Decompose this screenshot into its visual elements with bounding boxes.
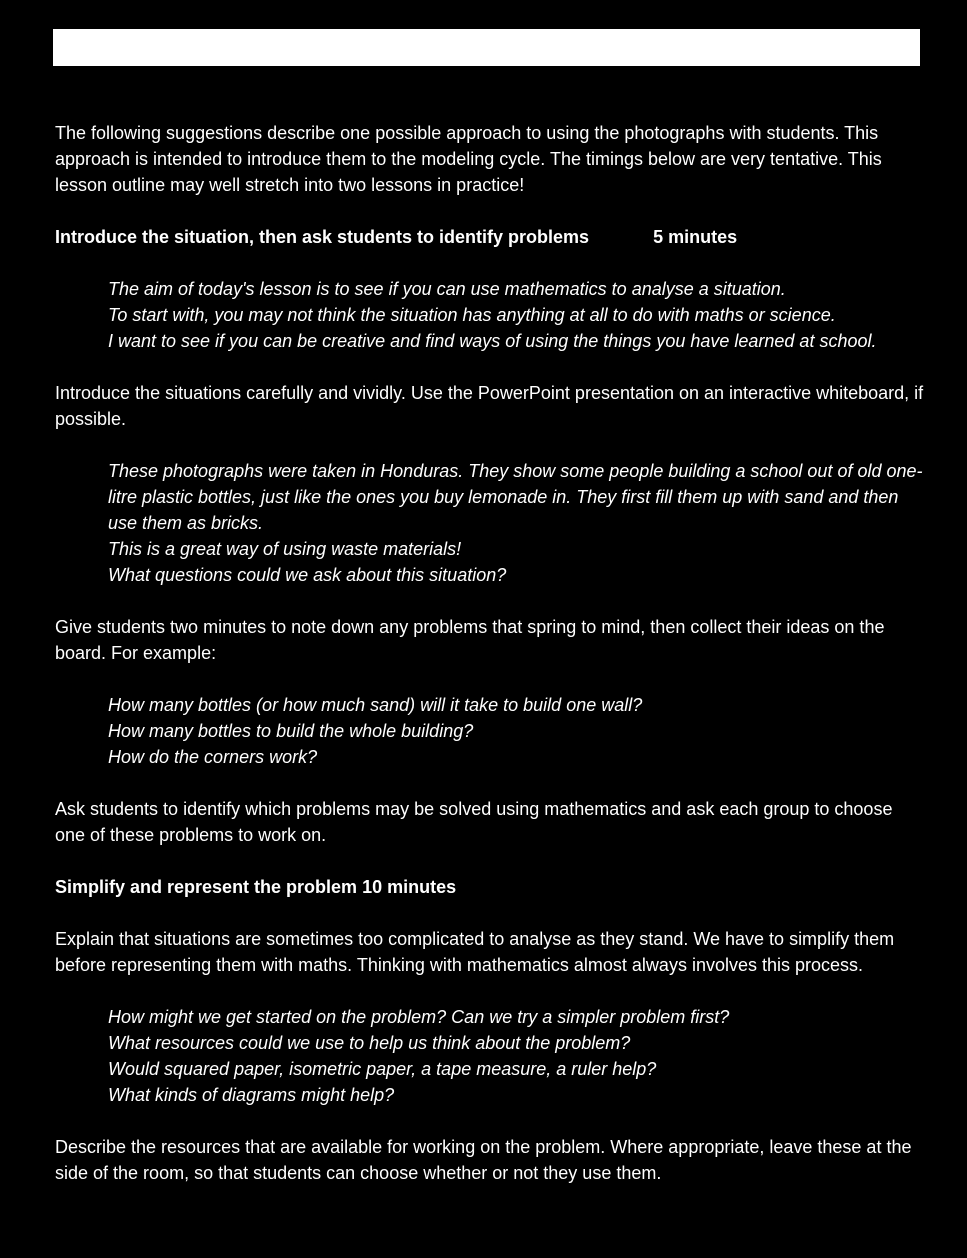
quote-line: How many bottles to build the whole building? xyxy=(108,721,474,741)
teacher-quote-aim xyxy=(108,276,925,354)
quote-line: The aim of today's lesson is to see if you can use mathematics to analyse a situation. xyxy=(108,279,786,299)
section-time: 5 minutes xyxy=(653,227,738,247)
quote-line: What kinds of diagrams might help? xyxy=(108,1085,395,1105)
header-bar xyxy=(53,29,920,66)
quote-line: Would squared paper, isometric paper, a tape measure, a ruler help? xyxy=(108,1059,657,1079)
quote-line: This is a great way of using waste materials! xyxy=(108,539,462,559)
quote-line: What resources could we use to help us think about the problem? xyxy=(108,1033,631,1053)
intro-paragraph: The following suggestions describe one possible approach to using the photographs with students. This approach is intended to introduce them to the modeling cycle. The timings below are very tentative. This lesson outline may well stretch into two lessons in practice! xyxy=(55,123,882,195)
document-body xyxy=(55,120,925,1212)
quote-line: How might we get started on the problem? Can we try a simpler problem first? xyxy=(108,1007,730,1027)
quote-line: How do the corners work? xyxy=(108,747,318,767)
quote-line: These photographs were taken in Honduras. They show some people building a school out of old one-litre plastic bottles, just like the ones you buy lemonade in. They first fill them up with sand and then use them as bricks. xyxy=(108,461,923,533)
section-title: Introduce the situation, then ask students to identify problems xyxy=(55,227,590,247)
quote-line: To start with, you may not think the situation has anything at all to do with maths or science. xyxy=(108,305,836,325)
instruction-paragraph: Introduce the situations carefully and vividly. Use the PowerPoint presentation on an interactive whiteboard, if possible. xyxy=(55,383,924,429)
quote-line: How many bottles (or how much sand) will it take to build one wall? xyxy=(108,695,643,715)
example-questions xyxy=(108,692,925,770)
section-heading-introduce xyxy=(55,224,925,250)
instruction-paragraph: Explain that situations are sometimes too complicated to analyse as they stand. We have to simplify them before representing them with maths. Thinking with mathematics almost always involves this process. xyxy=(55,929,895,975)
instruction-paragraph: Describe the resources that are available for working on the problem. Where appropriate, leave these at the side of the room, so that students can choose whether or not they use them. xyxy=(55,1137,912,1183)
section-heading-simplify xyxy=(55,874,925,900)
section-title: Simplify and represent the problem 10 minutes xyxy=(55,877,457,897)
quote-line: I want to see if you can be creative and find ways of using the things you have learned at school. xyxy=(108,331,877,351)
quote-line: What questions could we ask about this situation? xyxy=(108,565,507,585)
teacher-quote-photographs xyxy=(108,458,925,588)
instruction-paragraph: Give students two minutes to note down any problems that spring to mind, then collect their ideas on the board. For example: xyxy=(55,617,885,663)
teacher-quote-resources xyxy=(108,1004,925,1108)
instruction-paragraph: Ask students to identify which problems may be solved using mathematics and ask each group to choose one of these problems to work on. xyxy=(55,799,893,845)
